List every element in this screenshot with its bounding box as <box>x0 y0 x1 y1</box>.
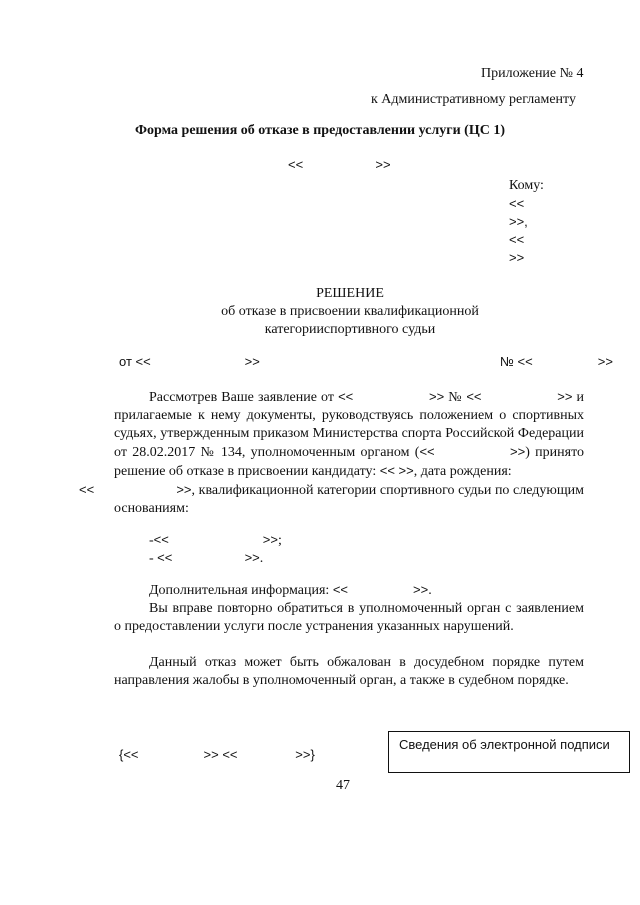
recipient-line: << <box>509 232 525 247</box>
recipient-line: >> <box>509 250 525 265</box>
application-date-placeholder: << >> <box>338 389 445 404</box>
signature-placeholder: {<< >> << >>} <box>119 747 315 762</box>
recipient-label: Кому: <box>509 178 544 193</box>
main-paragraph: Рассмотрев Ваше заявление от << >> № << >> и прилагаемые к нему документы, руководствуясь положением о спортивных судьях, утвержденным приказом Министерства спорта Российской Федерации от 28.02.2017 № 134, уполномоченным органом (<< >>) принято решение об отказе в присвоении кандидату: << >>, дата рождения: << >>, квалификационной категории спортивного судьи по следующим основаниям: <box>79 389 585 516</box>
decision-subtitle: об отказе в присвоении квалификационной <box>221 304 479 319</box>
page-number: 47 <box>336 778 350 793</box>
reason-item: -<< >>; <box>149 532 282 548</box>
decision-date: от << >> <box>119 354 260 369</box>
authority-placeholder: << >> <box>419 444 526 459</box>
decision-number: № << >> <box>500 354 613 369</box>
recipient-line: >>, <box>509 214 528 229</box>
regulation-label: к Административному регламенту <box>371 92 576 107</box>
form-title: Форма решения об отказе в предоставлении услуги (ЦС 1) <box>135 123 505 138</box>
additional-info: Дополнительная информация: << >>. <box>149 582 432 598</box>
decision-subtitle: категорииспортивного судьи <box>264 322 436 337</box>
birthdate-placeholder: << >> <box>79 482 192 497</box>
electronic-signature-label: Сведения об электронной подписи <box>399 737 610 752</box>
reason-item: - << >>. <box>149 550 264 566</box>
appeal-paragraph: Данный отказ может быть обжалован в досудебном порядке путем направления жалобы в уполномоченный орган, а также в судебном порядке. <box>114 655 584 688</box>
application-number-placeholder: << >> <box>466 389 573 404</box>
organization-placeholder: << >> <box>288 157 391 172</box>
candidate-placeholder: << >> <box>379 463 414 478</box>
appendix-label: Приложение № 4 <box>481 66 584 81</box>
electronic-signature-box <box>388 731 630 773</box>
recipient-line: << <box>509 196 525 211</box>
decision-title: РЕШЕНИЕ <box>316 286 384 301</box>
repeat-application-paragraph: Вы вправе повторно обратиться в уполномоченный орган с заявлением о предоставлении услуги после устранения указанных нарушений. <box>114 601 584 634</box>
